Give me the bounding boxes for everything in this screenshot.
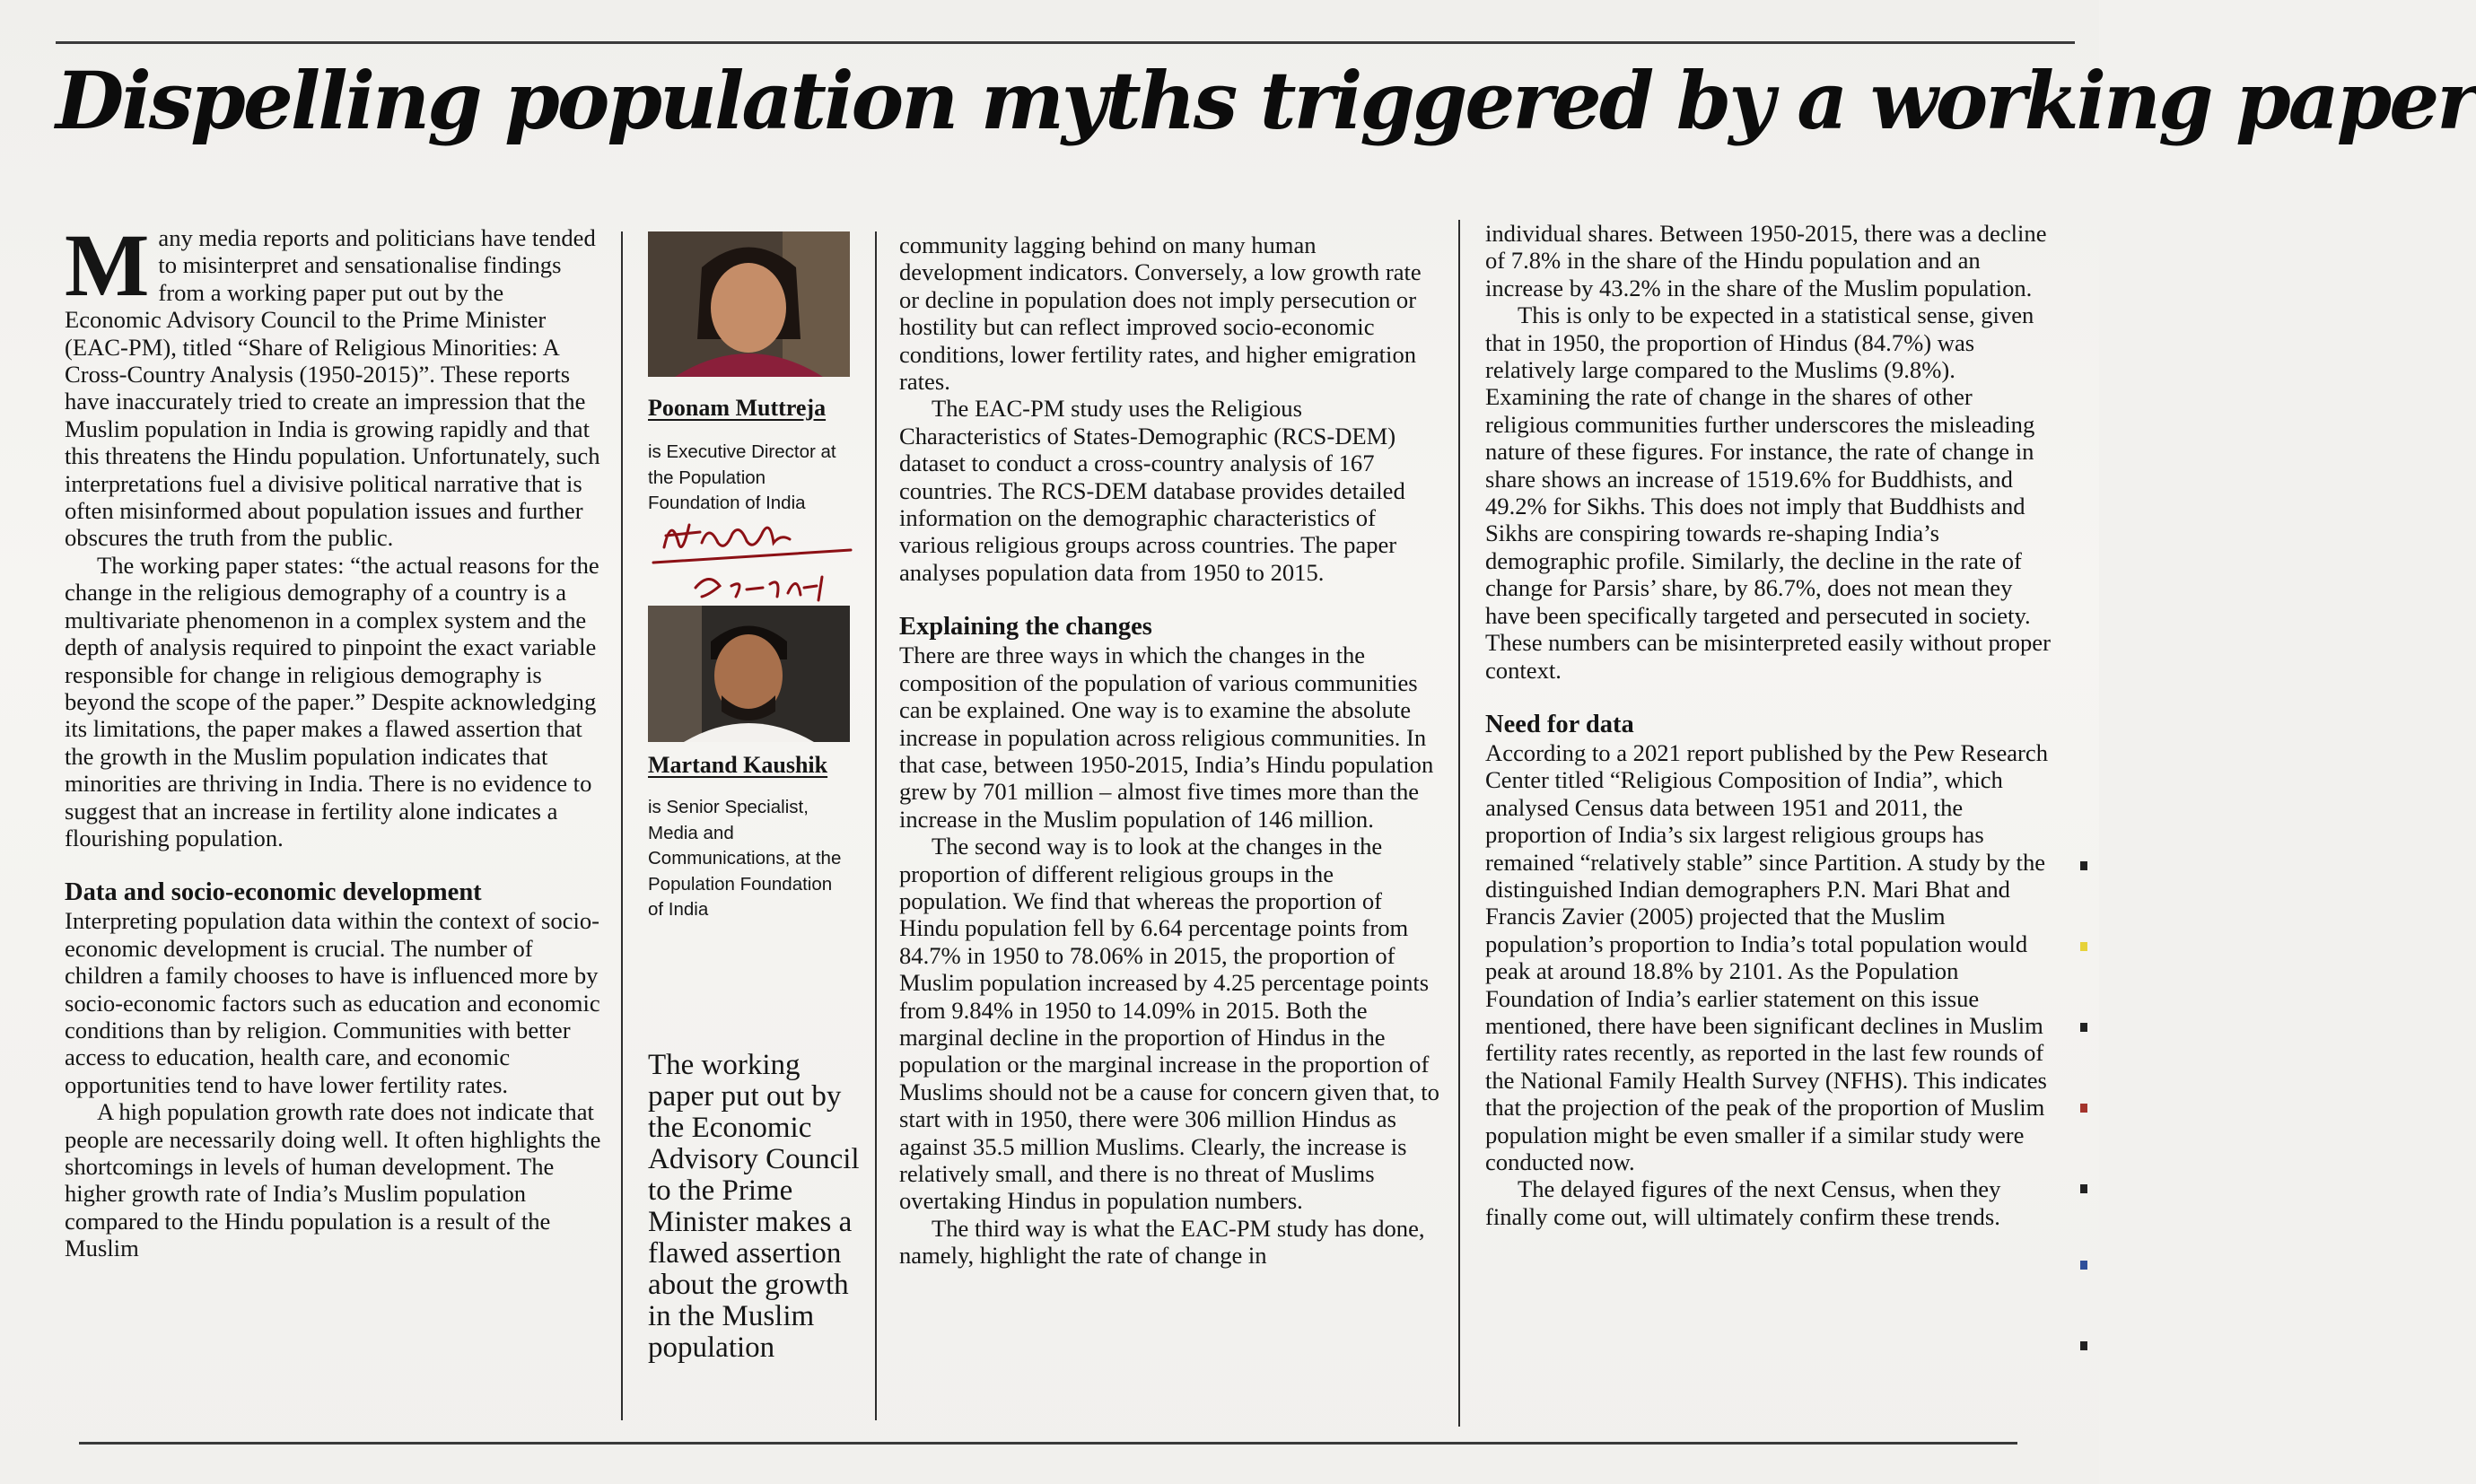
paragraph: The third way is what the EAC-PM study has done, namely, highlight the rate of change in <box>899 1214 1425 1270</box>
portrait-image <box>648 231 850 377</box>
article-column-3 <box>899 231 1442 1270</box>
paragraph: According to a 2021 report published by the Pew Research Center titled “Religious Composition of India”, which analysed Census data between 1951 and 2011, the proportion of India’s six largest religious groups has remained “relatively stable” since Partition. A study by the distinguished Indian demographers P.N. Mari Bhat and Francis Zavier (2005) projected that the Muslim population’s proportion to India’s total population would peak at around 18.8% by 2101. As the Population Foundation of India’s earlier statement on this issue mentioned, there have been significant declines in Muslim fertility rates recently, as reported in the last few rounds of the National Family Health Survey (NFHS). This indicates that the projection of the peak of the proportion of Muslim population might be even smaller if a similar study were conducted now. <box>1485 738 2049 1175</box>
headline: Dispelling population myths triggered by a working paper <box>56 54 2476 147</box>
paragraph: The EAC-PM study uses the Religious Characteristics of States-Demographic (RCS-DEM) dataset to conduct a cross-country analysis of 167 countries. The RCS-DEM database provides detailed information on the demographic characteristics of various religious groups across countries. The paper analyses population data from 1950 to 2015. <box>899 395 1405 586</box>
paragraph: any media reports and politicians have tended to misinterpret and sensationalise findings from a working paper put out by the Economic Advisory Council to the Prime Minister (EAC-PM), titled “Share of Religious Minorities: A Cross-Country Analysis (1950-2015)”. These reports have inaccurately tried to create an impression that the Muslim population in India is growing rapidly and that this threatens the Hindu population. Unfortunately, such interpretations fuel a divisive political narrative that is often misinformed about population issues and further obscures the truth from the public. <box>65 224 600 552</box>
author-photo <box>648 606 850 742</box>
section-heading: Data and socio-economic development <box>65 878 482 907</box>
portrait-image <box>648 606 850 742</box>
margin-mark <box>2080 942 2087 951</box>
column-divider <box>1458 220 1460 1427</box>
section-heading: Need for data <box>1485 710 1634 738</box>
drop-cap: M <box>65 215 150 315</box>
author-bio: is Senior Specialist, Media and Communications, at the Population Foundation of India <box>648 797 842 920</box>
column-divider <box>621 231 623 1420</box>
paragraph: Interpreting population data within the context of socio-economic development is crucial. The number of children a family chooses to have is influenced more by socio-economic factors such as education and economic conditions than by religion. Communities with better access to education, health care, and economic opportunities tend to have lower fertility rates. <box>65 907 600 1098</box>
margin-mark <box>2080 1184 2087 1193</box>
top-rule <box>56 41 2075 44</box>
paragraph: individual shares. Between 1950-2015, there was a decline of 7.8% in the share of the Hindu population and an increase by 43.2% in the share of the Muslim population. <box>1485 220 2047 301</box>
section-heading: Explaining the changes <box>899 613 1152 642</box>
author-name: Martand Kaushik <box>648 752 828 778</box>
column-divider <box>875 231 877 1420</box>
paragraph: community lagging behind on many human development indicators. Conversely, a low growth rate or decline in population does not imply persecution or hostility but can reflect improved socio-economic conditions, lower fertility rates, and higher emigration rates. <box>899 231 1422 396</box>
handwritten-signature <box>646 507 862 610</box>
paragraph: The delayed figures of the next Census, when they finally come out, will ultimately confirm these trends. <box>1485 1175 2001 1230</box>
author-bio: is Executive Director at the Population Foundation of India <box>648 441 836 513</box>
author-name: Poonam Muttreja <box>648 395 827 421</box>
pull-quote: The working paper put out by the Economic Advisory Council to the Prime Minister makes a flawed assertion about the growth in the Muslim population <box>648 1049 860 1364</box>
article-column-1 <box>65 215 603 1262</box>
paragraph: This is only to be expected in a statistical sense, given that in 1950, the proportion of Hindus (84.7%) was relatively large compared to the Muslims (9.8%). Examining the rate of change in the shares of other religious communities further underscores the misleading nature of these figures. For instance, the rate of change in share shows an increase of 1519.6% for Buddhists, and 49.2% for Sikhs. This does not imply that Buddhists and Sikhs are conspiring towards re-shaping India’s demographic profile. Similarly, the decline in the rate of change for Parsis’ share, by 86.7%, does not mean they have been specifically targeted and persecuted in society. These numbers can be misinterpreted easily without proper context. <box>1485 301 2051 684</box>
margin-mark <box>2080 1261 2087 1270</box>
margin-mark <box>2080 861 2087 870</box>
margin-mark <box>2080 1341 2087 1350</box>
margin-mark <box>2080 1104 2087 1113</box>
paragraph: A high population growth rate does not indicate that people are necessarily doing well. It often highlights the shortcomings in levels of human development. The higher growth rate of India’s Muslim population compared to the Hindu population is a result of the Muslim <box>65 1098 601 1262</box>
bottom-rule <box>79 1442 2017 1445</box>
paragraph: The working paper states: “the actual reasons for the change in the religious demography of a country is a multivariate phenomenon in a complex system and the depth of analysis required to pinpoint the exact variable responsible for change in religious demography is beyond the scope of the paper.” Despite acknowledging its limitations, the paper makes a flawed assertion that the growth in the Muslim population indicates that minorities are thriving in India. There is no evidence to suggest that an increase in fertility alone indicates a flourishing population. <box>65 551 599 851</box>
author-photo <box>648 231 850 377</box>
margin-mark <box>2080 1023 2087 1032</box>
article-column-4 <box>1485 220 2060 1230</box>
paragraph: There are three ways in which the changes in the composition of the population of various communities can be explained. One way is to examine the absolute increase in population across religious communities. In that case, between 1950-2015, India’s Hindu population grew by 701 million – almost five times more than the increase in the Muslim population of 146 million. <box>899 642 1434 833</box>
paragraph: The second way is to look at the changes in the proportion of different religious groups in the population. We find that whereas the proportion of Hindu population fell by 6.64 percentage points from 84.7% in 1950 to 78.06% in 2015, the proportion of Muslim population increased by 4.25 percentage points from 9.84% in 1950 to 14.09% in 2015. Both the marginal decline in the proportion of Hindus in the population or the marginal increase in the proportion of Muslims should not be a cause for concern given that, to start with in 1950, there were 306 million Hindus as against 35.5 million Muslims. Clearly, the increase is relatively small, and there is no threat of Muslims overtaking Hindus in population numbers. <box>899 833 1439 1215</box>
